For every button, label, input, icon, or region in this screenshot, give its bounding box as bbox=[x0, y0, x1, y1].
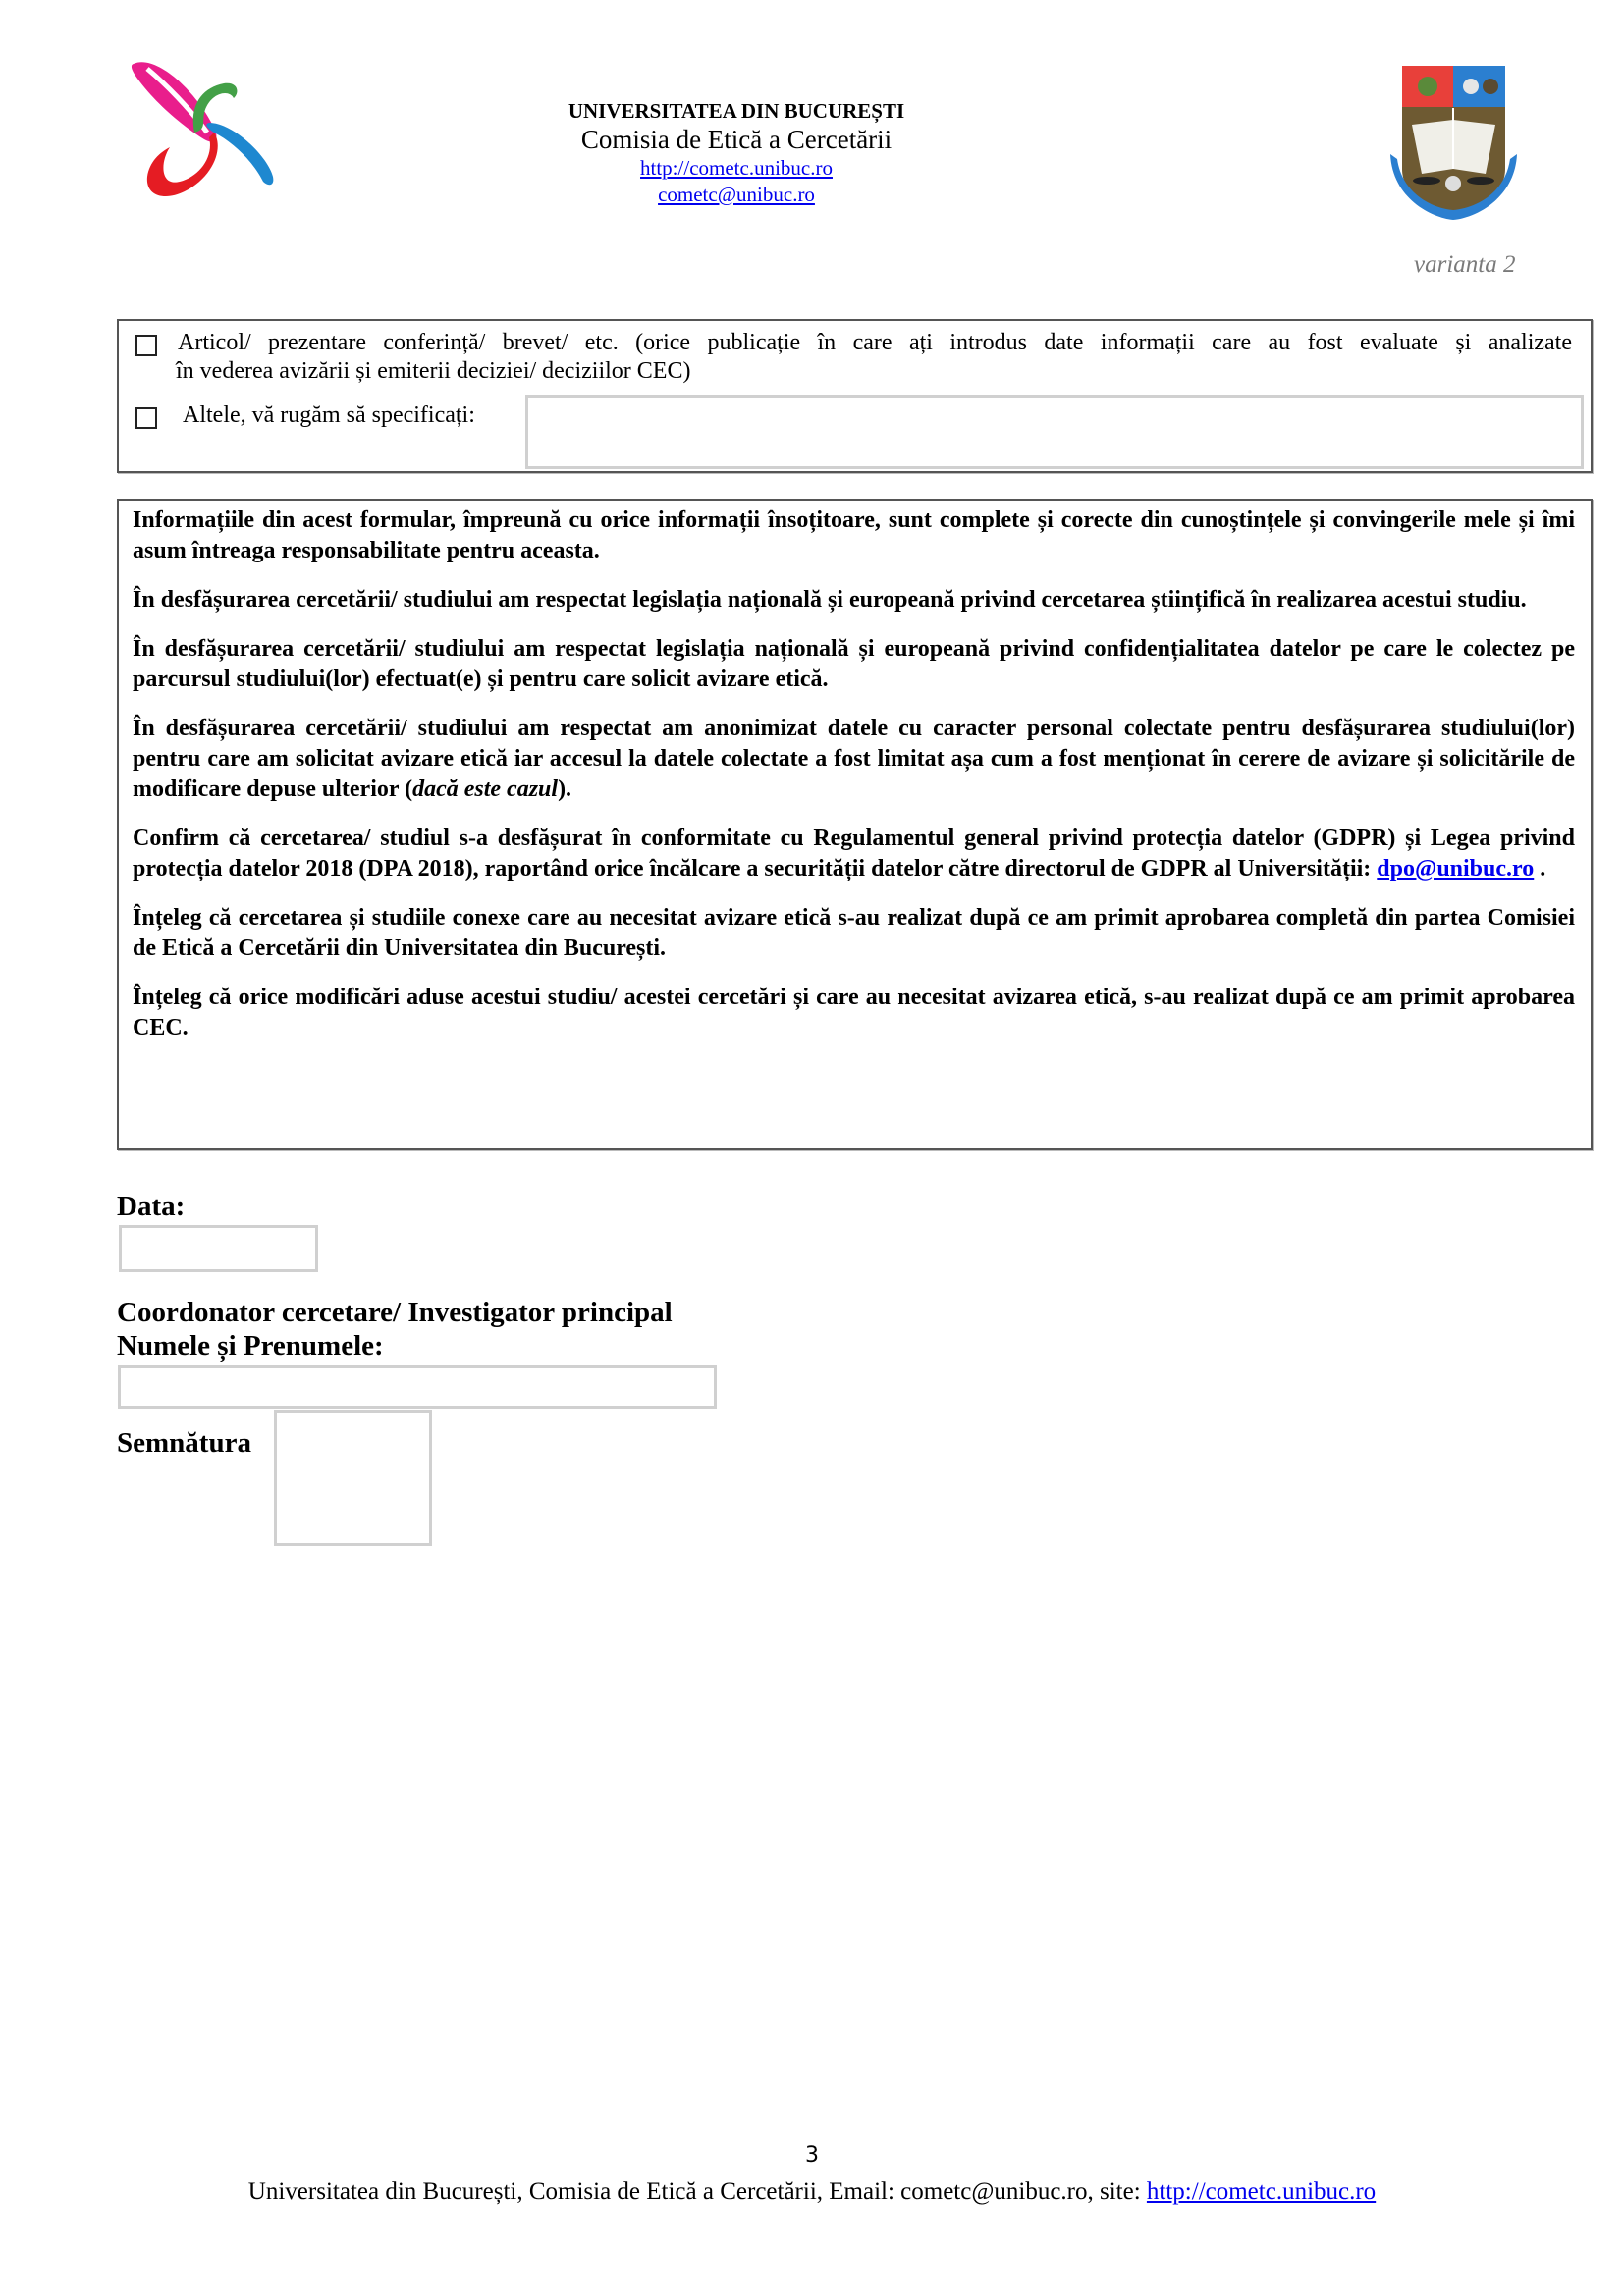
footer-site-link[interactable]: http://cometc.unibuc.ro bbox=[1146, 2178, 1377, 2205]
email-link[interactable]: cometc@unibuc.ro bbox=[658, 183, 815, 206]
full-name-input[interactable] bbox=[118, 1365, 717, 1409]
letterhead bbox=[442, 98, 1031, 208]
commission-name: Comisia de Etică a Cercetării bbox=[580, 125, 893, 154]
cometc-logo-icon bbox=[126, 49, 283, 196]
other-option-label: Altele, vă rugăm să specificați: bbox=[183, 402, 475, 428]
declaration-modifications: Înțeleg că orice modificări aduse acestui studiu/ acestei cercetări și care au necesitat avizarea etică, s-au realizat după ce am primit aprobarea CEC. bbox=[133, 985, 1575, 1041]
date-input[interactable] bbox=[119, 1225, 318, 1272]
university-name: UNIVERSITATEA DIN BUCUREȘTI bbox=[568, 99, 905, 123]
article-option-label-continued: în vederea avizării și emiterii deciziei/ deciziilor CEC) bbox=[176, 358, 691, 384]
declaration-anonymization-text: În desfășurarea cercetării/ studiului am respectat am anonimizat datele cu caracter personal colectate pentru desfășurarea studiului(lor) pentru care am solicitat avizare etică iar accesul la datele colectate a fost limitat așa cum a fost menționat în cerere de avizare și solicitările de modificare depuse ulterior ( bbox=[133, 716, 1575, 802]
declaration-gdpr-text: Confirm că cercetarea/ studiul s-a desfășurat în conformitate cu Regulamentul general privind protecția datelor (GDPR) și Legea privind protecția datelor 2018 (DPA 2018), raportând orice încălcare a securității datelor către directorul de GDPR al Universității: bbox=[133, 826, 1575, 881]
coordinator-label: Coordonator cercetare/ Investigator principal bbox=[117, 1297, 673, 1328]
declaration-anonymization-italic: dacă este cazul bbox=[412, 776, 559, 802]
declarations-box bbox=[117, 499, 1593, 1150]
article-checkbox[interactable] bbox=[135, 335, 157, 356]
declaration-full-approval: Înțeleg că cercetarea și studiile conexe care au necesitat avizare etică s-au realizat după ce am primit aprobarea completă din partea Comisiei de Etică a Cercetării din Universitatea din București. bbox=[133, 905, 1575, 961]
declaration-confidentiality: În desfășurarea cercetării/ studiului am respectat legislația națională și europeană privind confidențialitatea datelor pe care le colectez pe parcursul studiului(lor) efectuat(e) și pentru care solicit avizare etică. bbox=[133, 636, 1575, 692]
declaration-completeness: Informațiile din acest formular, împreună cu orice informații însoțitoare, sunt complete și corecte din cunoștințele și convingerile mele și îmi asum întreaga responsabilitate pentru aceasta. bbox=[133, 507, 1575, 563]
dpo-email-link[interactable]: dpo@unibuc.ro bbox=[1377, 856, 1535, 881]
other-checkbox[interactable] bbox=[135, 407, 157, 429]
publication-options-box bbox=[117, 319, 1593, 473]
signature-box[interactable] bbox=[274, 1410, 432, 1546]
declaration-gdpr bbox=[133, 824, 1575, 884]
signature-label: Semnătura bbox=[117, 1427, 251, 1459]
article-option-label: Articol/ prezentare conferință/ brevet/ etc. (orice publicație în care ați introdus date informații care au fost evaluate și analizate bbox=[178, 330, 1572, 355]
footer-text: Universitatea din București, Comisia de Etică a Cercetării, Email: cometc@unibuc.ro, site: bbox=[247, 2178, 1147, 2205]
date-label: Data: bbox=[117, 1191, 186, 1222]
other-specify-input[interactable] bbox=[525, 395, 1584, 469]
page-number: 3 bbox=[805, 2143, 819, 2167]
form-variant: varianta 2 bbox=[1414, 251, 1516, 278]
site-link[interactable]: http://cometc.unibuc.ro bbox=[640, 156, 833, 180]
coat-of-arms-icon bbox=[1382, 61, 1520, 228]
declaration-anonymization bbox=[133, 714, 1575, 805]
full-name-label: Numele și Prenumele: bbox=[117, 1330, 384, 1362]
declaration-anonymization-end: ). bbox=[558, 776, 572, 802]
declaration-research-legislation: În desfășurarea cercetării/ studiului am respectat legislația națională și europeană privind cercetarea științifică în realizarea acestui studiu. bbox=[133, 587, 1527, 613]
page-footer bbox=[0, 2177, 1624, 2207]
declaration-gdpr-end: . bbox=[1534, 856, 1546, 881]
